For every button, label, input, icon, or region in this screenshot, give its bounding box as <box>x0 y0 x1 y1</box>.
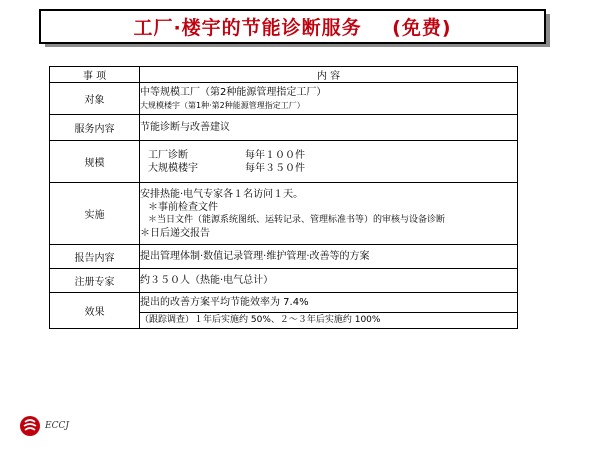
title-box <box>39 9 546 44</box>
eccj-logo <box>19 415 69 437</box>
table-row-report <box>50 245 518 269</box>
spec-line <box>140 162 517 175</box>
content-line: ＊事前检查文件 <box>148 201 218 213</box>
table-row-experts <box>50 269 518 293</box>
row-content <box>140 313 518 329</box>
row-label: 报告内容 <box>50 245 140 269</box>
table-row-implementation <box>50 183 518 245</box>
row-content <box>140 269 518 293</box>
content-line: 大规模楼宇（第1种·第2种能源管理指定工厂） <box>140 100 305 110</box>
content-line: 节能诊断与改善建议 <box>140 122 230 133</box>
logo-text: ECCJ <box>45 421 69 431</box>
spec-name: 工厂诊断 <box>148 149 188 161</box>
spec-name: 大规模楼宇 <box>148 162 198 174</box>
spec-value: 每年１００件 <box>245 149 305 161</box>
table-row-effect <box>50 293 518 313</box>
header-content: 内 容 <box>140 67 518 83</box>
row-content <box>140 115 518 141</box>
content-line: 中等规模工厂（第2种能源管理指定工厂） <box>140 86 327 98</box>
table-row-scale <box>50 141 518 183</box>
spec-line <box>140 149 517 162</box>
table-header-row <box>50 67 518 83</box>
row-content <box>140 83 518 115</box>
row-label: 服务内容 <box>50 115 140 141</box>
row-label: 实施 <box>50 183 140 245</box>
content-line: ＊当日文件（能源系统图纸、运转记录、管理标准书等）的审核与设备诊断 <box>148 214 446 225</box>
row-content <box>140 293 518 313</box>
table-row-service <box>50 115 518 141</box>
page-title: 工厂·楼宇的节能诊断服务 (免费) <box>133 17 452 39</box>
content-line: ＊日后递交报告 <box>140 227 210 239</box>
content-line: 提出的改善方案平均节能效率为 7.4% <box>140 297 309 308</box>
header-label: 事 项 <box>50 67 140 83</box>
row-content <box>140 141 518 183</box>
content-line: （跟踪调查）１年后实施约 50%、２～３年后实施约 100% <box>140 315 381 325</box>
content-line: 提出管理体制·数值记录管理·维护管理·改善等的方案 <box>140 251 370 262</box>
row-label: 效果 <box>50 293 140 329</box>
content-line: 约３５０人（热能·电气总计） <box>140 275 274 286</box>
content-line: 安排热能·电气专家各１名访问１天。 <box>140 188 304 200</box>
info-table <box>49 66 518 329</box>
row-content <box>140 183 518 245</box>
eccj-logo-icon <box>19 415 41 437</box>
row-content <box>140 245 518 269</box>
row-label: 对象 <box>50 83 140 115</box>
spec-value: 每年３５０件 <box>245 162 305 174</box>
table-row-target <box>50 83 518 115</box>
row-label: 注册专家 <box>50 269 140 293</box>
row-label: 规模 <box>50 141 140 183</box>
